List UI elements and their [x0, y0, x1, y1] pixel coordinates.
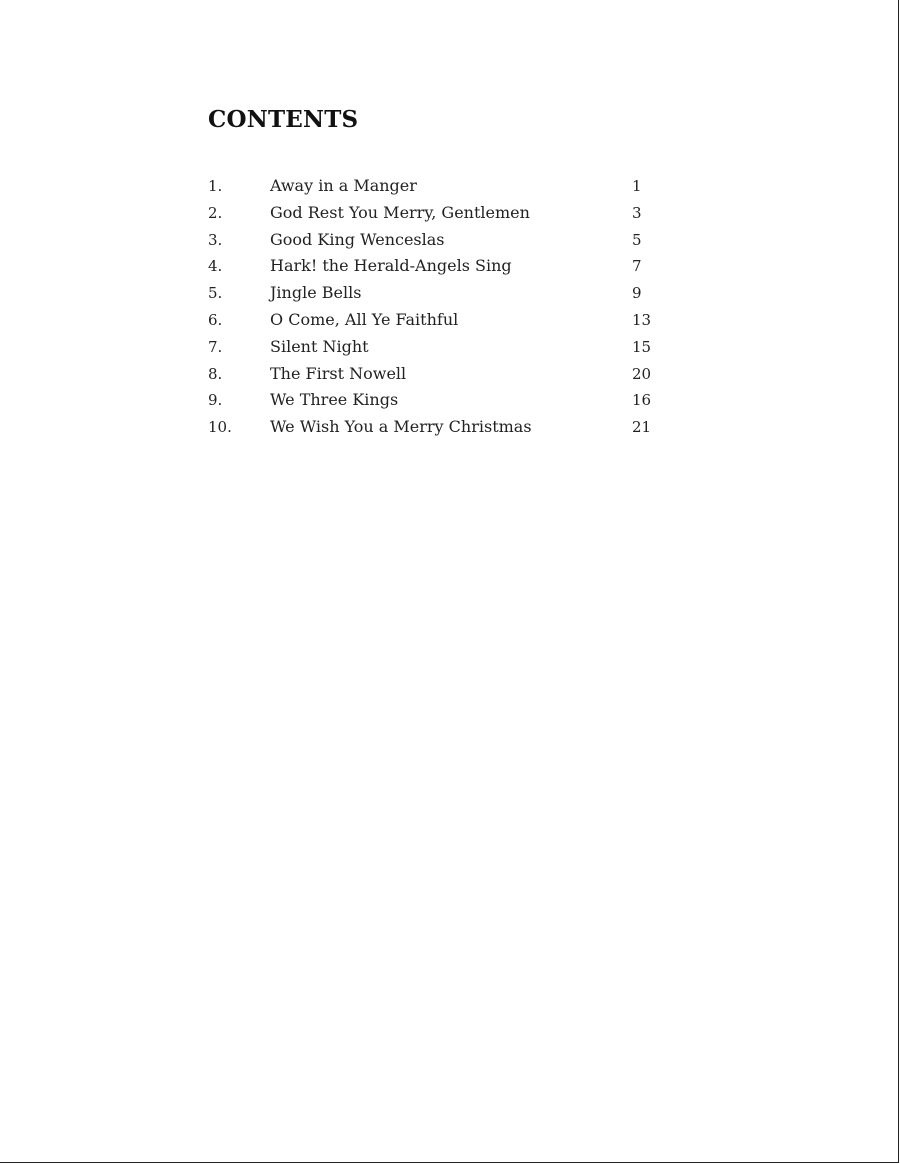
toc-entry [208, 361, 668, 388]
toc-entry-page: 21 [632, 418, 652, 437]
toc-entry-number: 4. [208, 257, 223, 276]
toc-entry-number: 2. [208, 203, 223, 222]
toc-entry-page: 20 [632, 364, 652, 383]
toc-entry [208, 307, 668, 334]
toc-entry-title: The First Nowell [270, 363, 407, 383]
toc-entry-number: 5. [208, 284, 223, 303]
toc-entry-number: 8. [208, 364, 223, 383]
toc-entry-number: 1. [208, 177, 223, 195]
toc-entry-page: 7 [632, 257, 642, 276]
toc-entry-page: 13 [632, 310, 652, 329]
toc-entry-number: 9. [208, 391, 223, 410]
toc-entry-title: Away in a Manger [270, 176, 417, 195]
toc-entry-title: O Come, All Ye Faithful [270, 309, 459, 329]
toc-entry [208, 227, 668, 254]
toc-entry-title: Silent Night [270, 336, 369, 356]
toc-entry-number: 7. [208, 337, 223, 356]
page-title: CONTENTS [208, 106, 359, 133]
toc-entry-page: 16 [632, 391, 652, 410]
toc-entry-page: 1 [632, 177, 642, 195]
toc-entry-title: Jingle Bells [270, 283, 362, 303]
toc-entry-number: 10. [208, 418, 232, 437]
toc-entry [208, 280, 668, 307]
toc-entry-title: Good King Wenceslas [270, 229, 445, 249]
toc-entry-title: Hark! the Herald-Angels Sing [270, 256, 512, 276]
table-of-contents [208, 173, 668, 441]
toc-entry [208, 334, 668, 361]
toc-entry-page: 5 [632, 230, 642, 249]
toc-entry-page: 9 [632, 284, 642, 303]
toc-entry [208, 200, 668, 227]
toc-entry-page: 3 [632, 203, 642, 222]
toc-entry-number: 6. [208, 310, 223, 329]
toc-entry-number: 3. [208, 230, 223, 249]
toc-entry-title: We Wish You a Merry Christmas [270, 417, 532, 437]
toc-entry-page: 15 [632, 337, 652, 356]
toc-entry [208, 173, 668, 200]
toc-entry [208, 387, 668, 414]
toc-entry-title: God Rest You Merry, Gentlemen [270, 202, 530, 222]
toc-entry [208, 414, 668, 441]
toc-entry [208, 253, 668, 280]
toc-entry-title: We Three Kings [270, 390, 399, 410]
